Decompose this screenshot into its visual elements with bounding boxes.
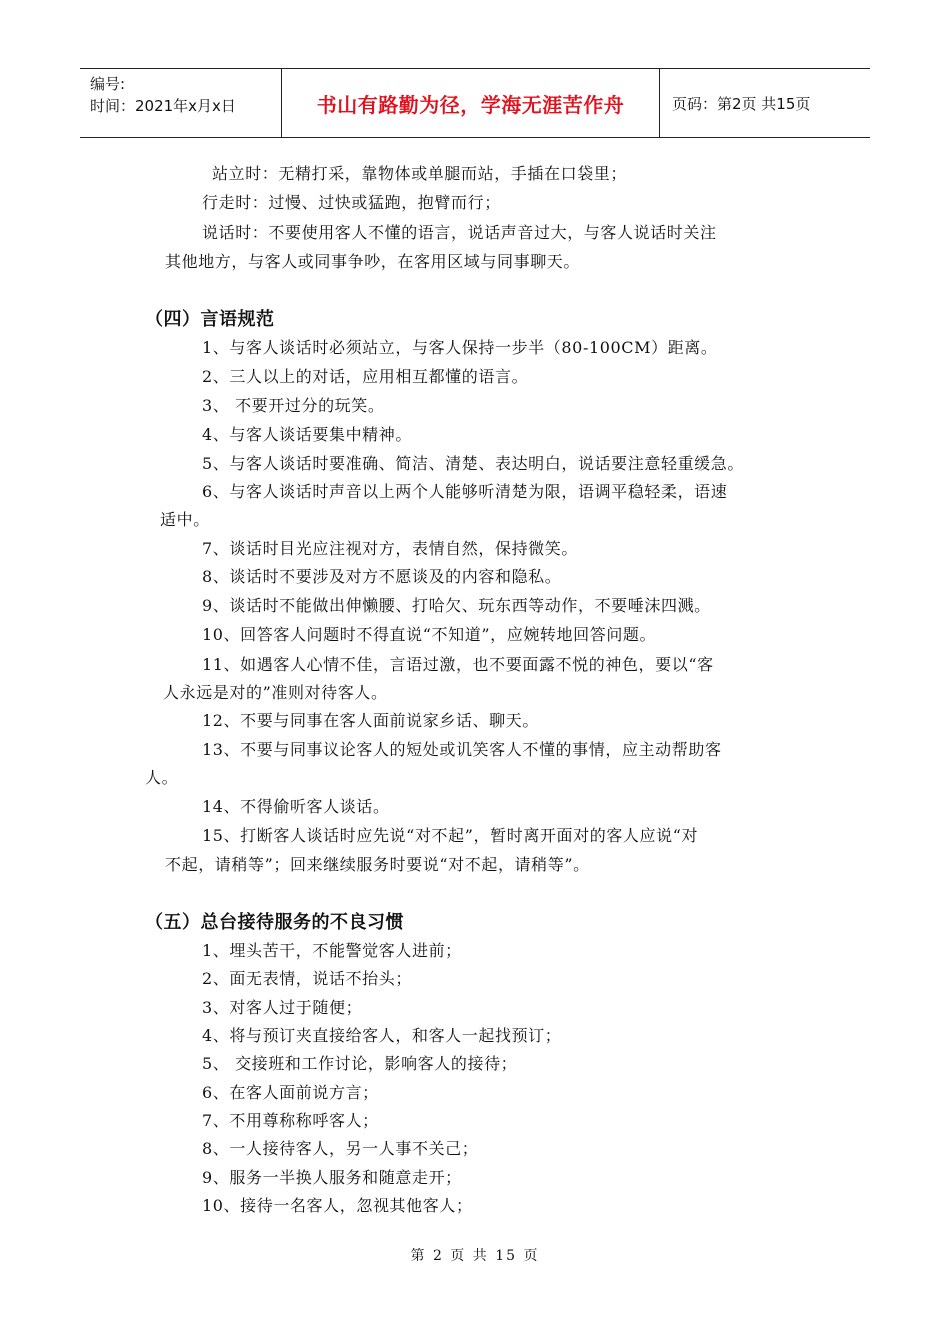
list-item: 2、三人以上的对话，应用相互都懂的语言。 [202,367,529,386]
list-item: 5、与客人谈话时要准确、简洁、清楚、表达明白，说话要注意轻重缓急。 [202,454,744,473]
list-item: 不起，请稍等”；回来继续服务时要说“对不起，请稍等”。 [165,855,590,874]
list-item: 1、埋头苦干，不能警觉客人进前； [202,941,462,960]
list-item: 15、打断客人谈话时应先说“对不起”，暂时离开面对的客人应说“对 [202,826,699,845]
list-item: 5、 交接班和工作讨论，影响客人的接待； [202,1054,518,1073]
list-item: 7、不用尊称称呼客人； [202,1111,379,1130]
list-item: 9、服务一半换人服务和随意走开； [202,1168,462,1187]
header-time-label: 时间：2021年x月x日 [90,97,236,115]
list-item: 11、如遇客人心情不佳，言语过激，也不要面露不悦的神色，要以“客 [202,655,714,674]
list-item: 人。 [145,768,179,787]
list-item: 6、在客人面前说方言； [202,1083,379,1102]
list-item: 10、接待一名客人，忽视其他客人； [202,1196,473,1215]
list-item: 适中。 [160,510,210,529]
list-item: 6、与客人谈话时声音以上两个人能够听清楚为限，语调平稳轻柔，语速 [202,482,728,501]
header-page-info: 页码：第2页 共15页 [672,94,811,113]
intro-line: 说话时：不要使用客人不懂的语言，说话声音过大，与客人说话时关注 [202,223,717,242]
section-heading: （五）总台接待服务的不良习惯 [145,912,404,933]
list-item: 9、谈话时不能做出伸懒腰、打哈欠、玩东西等动作，不要唾沫四溅。 [202,596,711,615]
intro-line: 其他地方，与客人或同事争吵，在客用区域与同事聊天。 [165,252,581,271]
list-item: 8、谈话时不要涉及对方不愿谈及的内容和隐私。 [202,567,562,586]
intro-line: 站立时：无精打采，靠物体或单腿而站，手插在口袋里； [212,164,628,183]
header-number-label: 编号: [90,75,126,93]
list-item: 10、回答客人问题时不得直说“不知道”，应婉转地回答问题。 [202,625,657,644]
header-motto: 书山有路勤为径，学海无涯苦作舟 [282,69,660,137]
page-header [80,68,870,138]
list-item: 3、对客人过于随便； [202,998,363,1017]
intro-line: 行走时：过慢、过快或猛跑，抱臂而行； [202,193,501,212]
list-item: 1、与客人谈话时必须站立，与客人保持一步半（80-100CM）距离。 [202,338,718,357]
list-item: 2、面无表情，说话不抬头； [202,969,412,988]
list-item: 人永远是对的”准则对待客人。 [163,683,388,702]
page-footer: 第 2 页 共 15 页 [410,1248,540,1264]
list-item: 3、 不要开过分的玩笑。 [202,396,385,415]
section-heading: （四）言语规范 [145,309,275,330]
header-meta [80,69,282,137]
list-item: 13、不要与同事议论客人的短处或讥笑客人不懂的事情，应主动帮助客 [202,740,722,759]
list-item: 7、谈话时目光应注视对方，表情自然，保持微笑。 [202,539,578,558]
list-item: 4、将与预订夹直接给客人，和客人一起找预订； [202,1026,562,1045]
list-item: 14、不得偷听客人谈话。 [202,797,390,816]
list-item: 8、一人接待客人，另一人事不关己； [202,1139,479,1158]
list-item: 4、与客人谈话要集中精神。 [202,425,412,444]
list-item: 12、不要与同事在客人面前说家乡话、聊天。 [202,711,539,730]
